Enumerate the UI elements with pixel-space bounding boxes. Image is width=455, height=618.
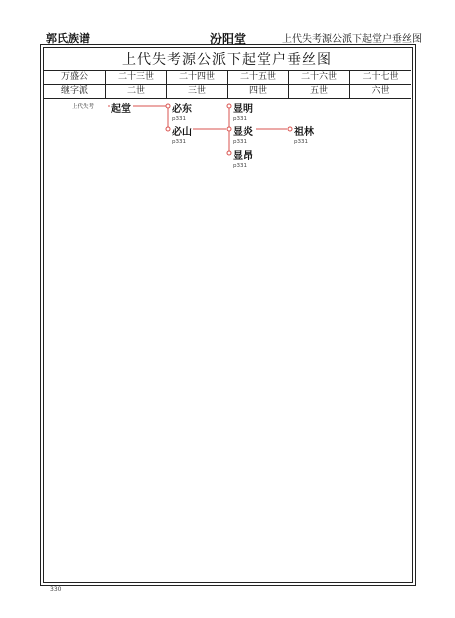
person-bidong: 必东: [172, 104, 192, 115]
generation-cell: 二十六世: [288, 71, 349, 84]
book-title: 郭氏族谱: [46, 32, 90, 45]
person-zulin: 祖林: [294, 127, 314, 138]
character-cell: 二世: [105, 85, 166, 98]
character-cell: 继字派: [60, 86, 88, 96]
person-xianyan: 显炎: [233, 127, 253, 138]
page-ref: p331: [233, 139, 247, 145]
page-ref: p331: [233, 116, 247, 122]
character-cell: 六世: [349, 85, 411, 98]
page-number: 330: [50, 586, 62, 593]
person-xianang: 显昂: [233, 151, 253, 162]
person-qitang: 起堂: [111, 104, 131, 115]
generation-cell: 二十五世: [227, 71, 288, 84]
node-marker: [227, 151, 231, 155]
hall-name: 汾阳堂: [210, 32, 247, 46]
page-ref: p331: [172, 139, 186, 145]
node-marker: [227, 127, 231, 131]
chapter-title: 上代失考源公派下起堂户垂丝图: [282, 34, 422, 45]
node-marker: [166, 104, 170, 108]
node-marker: [288, 127, 292, 131]
root-ancestor-label: 上代失考: [72, 104, 95, 110]
page-ref: p331: [294, 139, 308, 145]
node-marker: [227, 104, 231, 108]
chart-title: 上代失考源公派下起堂户垂丝图: [122, 52, 332, 68]
person-bishan: 必山: [172, 127, 192, 138]
generation-cell: 二十三世: [105, 71, 166, 84]
character-cell: 五世: [288, 85, 349, 98]
person-xianming: 显明: [233, 104, 253, 115]
page-ref: p331: [233, 163, 247, 169]
character-cell: 四世: [227, 85, 288, 98]
node-marker: [166, 127, 170, 131]
generation-cell: 万盛公: [60, 72, 88, 82]
character-cell: 三世: [166, 85, 227, 98]
page-ref: p331: [172, 116, 186, 122]
generation-cell: 二十四世: [166, 71, 227, 84]
generation-cell: 二十七世: [349, 71, 411, 84]
